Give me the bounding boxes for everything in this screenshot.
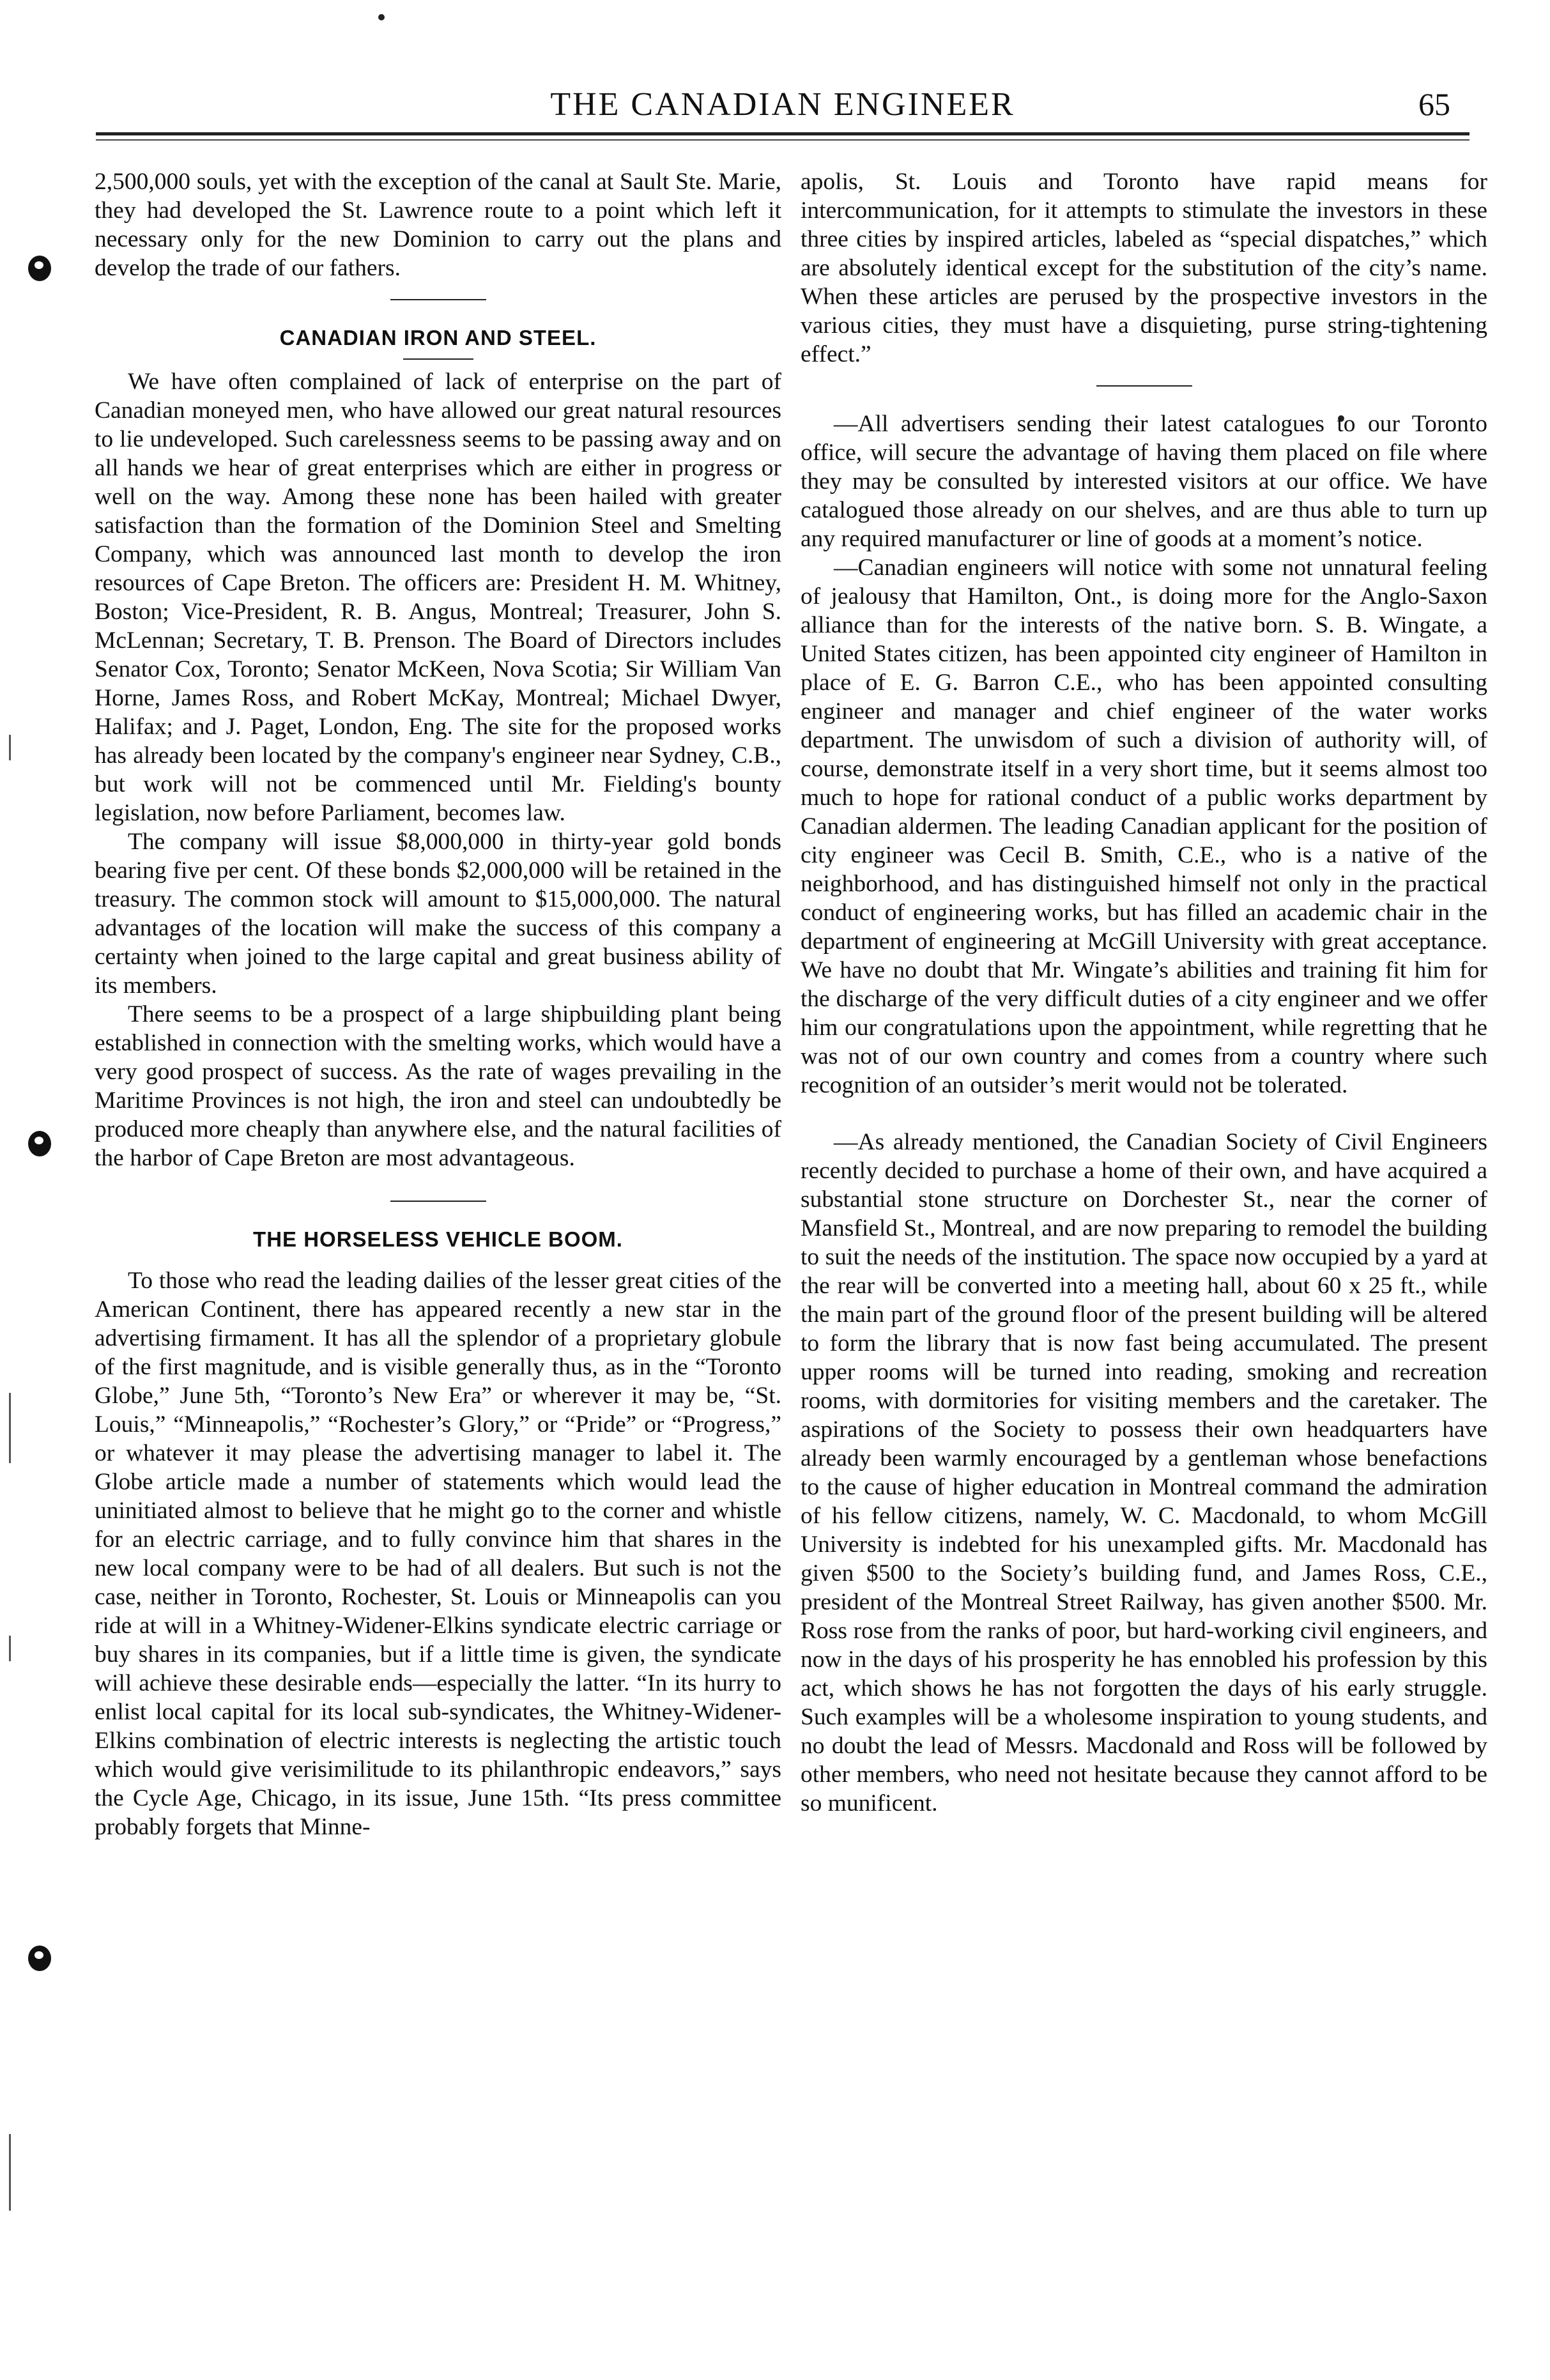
binding-hole-mark xyxy=(28,1946,51,1971)
scan-tick-mark xyxy=(9,1636,11,1661)
paragraph: To those who read the leading dailies of the lesser great cities of the American Continent, there has appeared recently a new star in the advertising firmament. It has all the splendor of a proprietary globule of the first magnitude, and is visible generally thus, as in the “Toronto Globe,” June 5th, “Toronto’s New Era” or wherever it may be, “St. Louis,” “Minneapolis,” “Rochester’s Glory,” or “Pride” or “Progress,” or whatever it may please the advertising manager to label it. The Globe article made a number of statements which would lead the uninitiated almost to believe that he might go to the corner and whistle for an electric carriage, and to fully convince him that shares in the new local company were to be had of all dealers. But such is not the case, neither in Toronto, Rochester, St. Louis or Minneapolis can you ride at will in a Whitney-Widener-Elkins syndicate electric carriage or buy shares in its companies, but if a little time is given, the syndicate will achieve these desirable ends—especially the latter. “In its hurry to enlist local capital for its local sub-syndicates, the Whitney-Widener-Elkins combination of electric interests is neglecting the artistic touch which would give verisimilitude to its philanthropic endeavors,” says the Cycle Age, Chicago, in its issue, June 15th. “Its press committee probably forgets that Minne- xyxy=(95,1268,781,1840)
paragraph: The company will issue $8,000,000 in thirty-year gold bonds bearing five per cent. Of these bonds $2,000,000 will be retained in the treasury. The common stock will amount to $15,000,000. The natural advantages of the location will make the success of this company a certainty when joined to the large capital and great business ability of its members. xyxy=(95,829,781,999)
binding-hole-mark xyxy=(28,1131,51,1156)
section-heading-iron-steel: CANADIAN IRON AND STEEL. xyxy=(279,326,597,349)
news-item-catalogues: —All advertisers sending their latest catalogues to our Toronto office, will secure the advantage of having them placed on file where they may be consulted by interested visitors at our office. We have catalogued those already on our shelves, and are thus able to turn up any required manufacturer or line of goods at a moment’s notice. xyxy=(801,411,1487,552)
scan-dot-mark xyxy=(378,14,385,20)
section-divider xyxy=(1096,385,1192,387)
scan-tick-mark xyxy=(9,735,11,760)
right-column xyxy=(801,167,1487,1818)
journal-title: THE CANADIAN ENGINEER xyxy=(550,86,1015,123)
left-column xyxy=(95,167,781,1841)
header-rule-thin xyxy=(96,139,1469,141)
paragraph: We have often complained of lack of enterprise on the part of Canadian moneyed men, who have allowed our great natural resources to lie undeveloped. Such carelessness seems to be passing away and on all hands we hear of great enterprises which are either in progress or well on the way. Among these none has been hailed with greater satisfaction than the formation of the Dominion Steel and Smelting Company, which was announced last month to develop the iron resources of Cape Breton. The officers are: President H. M. Whitney, Boston; Vice-President, R. B. Angus, Montreal; Treasurer, John S. McLennan; Secretary, T. B. Prenson. The Board of Directors includes Senator Cox, Toronto; Senator McKeen, Nova Scotia; Sir William Van Horne, James Ross, and Robert McKay, Montreal; Michael Dwyer, Halifax; and J. Paget, London, Eng. The site for the proposed works has already been located by the company's engineer near Sydney, C.B., but work will not be commenced until Mr. Fielding's bounty legislation, now before Parliament, becomes law. xyxy=(95,369,781,826)
news-item-society-building: —As already mentioned, the Canadian Society of Civil Engineers recently decided to purchase a home of their own, and have acquired a substantial stone structure on Dorchester St., near the corner of Mansfield St., Montreal, and are now preparing to remodel the building to suit the needs of the institution. The space now occupied by a yard at the rear will be converted into a meeting hall, about 60 x 25 ft., while the main part of the ground floor of the present building will be altered to form the library that is now fast being accumulated. The present upper rooms will be turned into reading, smoking and recreation rooms, with dormitories for visiting members and the caretaker. The aspirations of the Society to possess their own headquarters have already been warmly encouraged by a gentleman whose benefactions to the cause of higher education in Montreal command the admiration of his fellow citizens, namely, W. C. Macdonald, to whom McGill University is indebted for his unexampled gifts. Mr. Macdonald has given $500 to the Society’s building fund, and James Ross, C.E., president of the Montreal Street Railway, has given another $500. Mr. Ross rose from the ranks of poor, but hard-working civil engineers, and now in the days of his prosperity he has ennobled his profession by this act, which shows he has not forgotten the days of his early struggle. Such examples will be a wholesome inspiration to young students, and no doubt the lead of Messrs. Macdonald and Ross will be followed by other members, who need not hesitate because they cannot afford to be so munificent. xyxy=(801,1129,1487,1816)
news-item-hamilton-engineer: —Canadian engineers will notice with some not unnatural feeling of jealousy that Hamilton, Ont., is doing more for the Anglo-Saxon alliance than for the interests of the native born. S. B. Wingate, a United States citizen, has been appointed city engineer of Hamilton in place of E. G. Barron C.E., who has been appointed consulting engineer and manager and chief engineer of the water works department. The unwisdom of such a division of authority will, of course, demonstrate itself in a very short time, but it seems almost too much to hope for rational conduct of a public works department by Canadian aldermen. The leading Canadian applicant for the position of city engineer was Cecil B. Smith, C.E., who is a native of the neighborhood, and has distinguished himself not only in the practical conduct of engineering works, but has filled an academic chair in the department of engineering at McGill University with great acceptance. We have no doubt that Mr. Wingate’s abilities and training fit him for the discharge of the very difficult duties of a city engineer and we offer him our congratulations upon the appointment, while regretting that he was not of our own country and comes from a country where such recognition of an outsider’s merit would not be tolerated. xyxy=(801,555,1487,1098)
paragraph: There seems to be a prospect of a large shipbuilding plant being established in connection with the smelting works, which would have a very good prospect of success. As the rate of wages prevailing in the Maritime Provinces is not high, the iron and steel can undoubtedly be produced more cheaply than anywhere else, and the natural facilities of the harbor of Cape Breton are most advantageous. xyxy=(95,1001,781,1171)
intro-paragraph: 2,500,000 souls, yet with the exception of the canal at Sault Ste. Marie, they had developed the St. Lawrence route to a point which left it necessary only for the new Dominion to carry out the plans and develop the trade of our fathers. xyxy=(95,169,781,281)
continued-paragraph: apolis, St. Louis and Toronto have rapid means for intercommunication, for it attempts to stimulate the investors in these three cities by inspired articles, labeled as “special dispatches,” which are absolutely identical except for the substitution of the city’s name. When these articles are perused by the prospective investors in the various cities, they must have a disquieting, purse string-tightening effect.” xyxy=(801,169,1487,367)
page-number: 65 xyxy=(1418,86,1450,122)
header-rule xyxy=(96,132,1469,135)
section-divider xyxy=(390,299,486,300)
scan-tick-mark xyxy=(9,2134,11,2211)
scan-tick-mark xyxy=(9,1393,11,1463)
heading-underline xyxy=(403,358,473,360)
running-head xyxy=(89,82,1476,129)
binding-hole-mark xyxy=(28,256,51,281)
section-heading-horseless-vehicle: THE HORSELESS VEHICLE BOOM. xyxy=(253,1227,623,1251)
section-divider xyxy=(390,1201,486,1202)
